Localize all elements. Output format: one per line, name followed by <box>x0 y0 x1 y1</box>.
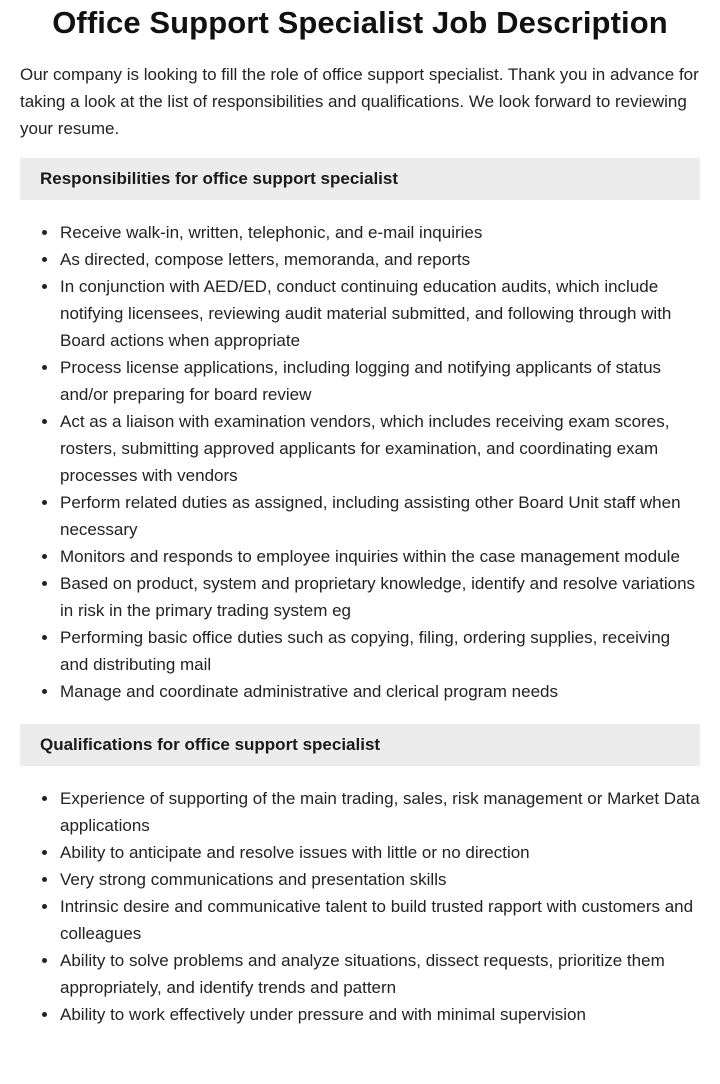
intro-paragraph: Our company is looking to fill the role of office support specialist. Thank you in advance for taking a look at the list of responsibilities and qualifications. We look forward to reviewing your resume. <box>20 65 699 138</box>
responsibilities-list <box>20 219 700 705</box>
list-item-text: Experience of supporting of the main trading, sales, risk management or Market Data applications <box>60 789 700 835</box>
bullet-icon <box>42 877 47 882</box>
bullet-icon <box>42 904 47 909</box>
page-title: Office Support Specialist Job Description <box>52 5 668 40</box>
bullet-icon <box>42 284 47 289</box>
list-item <box>20 273 700 354</box>
list-item-text: In conjunction with AED/ED, conduct continuing education audits, which include notifying licensees, reviewing audit material submitted, and following through with Board actions when appropriate <box>60 277 672 350</box>
bullet-icon <box>42 230 47 235</box>
bullet-icon <box>42 257 47 262</box>
list-item <box>20 947 700 1001</box>
list-item <box>20 785 700 839</box>
list-item-text: Perform related duties as assigned, including assisting other Board Unit staff when necessary <box>60 493 681 539</box>
list-item-text: Intrinsic desire and communicative talent to build trusted rapport with customers and colleagues <box>60 897 694 943</box>
list-item-text: Ability to solve problems and analyze situations, dissect requests, prioritize them appropriately, and identify trends and pattern <box>60 951 665 997</box>
list-item-text: Process license applications, including logging and notifying applicants of status and/or preparing for board review <box>60 358 662 404</box>
bullet-icon <box>42 850 47 855</box>
list-item-text: As directed, compose letters, memoranda, and reports <box>60 250 471 269</box>
bullet-icon <box>42 958 47 963</box>
list-item-text: Based on product, system and proprietary knowledge, identify and resolve variations in risk in the primary trading system eg <box>60 574 696 620</box>
bullet-icon <box>42 419 47 424</box>
list-item <box>20 678 700 705</box>
bullet-icon <box>42 365 47 370</box>
bullet-icon <box>42 1012 47 1017</box>
list-item <box>20 489 700 543</box>
list-item <box>20 219 700 246</box>
list-item-text: Act as a liaison with examination vendors, which includes receiving exam scores, rosters, submitting approved applicants for examination, and coordinating exam processes with vendors <box>60 412 670 485</box>
list-item <box>20 866 700 893</box>
list-item-text: Receive walk-in, written, telephonic, and e-mail inquiries <box>60 223 483 242</box>
list-item <box>20 1001 700 1028</box>
list-item <box>20 408 700 489</box>
list-item-text: Very strong communications and presentation skills <box>60 870 447 889</box>
list-item-text: Ability to anticipate and resolve issues with little or no direction <box>60 843 530 862</box>
bullet-icon <box>42 554 47 559</box>
bullet-icon <box>42 581 47 586</box>
list-item-text: Monitors and responds to employee inquiries within the case management module <box>60 547 680 566</box>
responsibilities-heading: Responsibilities for office support specialist <box>20 158 700 200</box>
bullet-icon <box>42 500 47 505</box>
list-item <box>20 246 700 273</box>
list-item <box>20 839 700 866</box>
qualifications-heading: Qualifications for office support specialist <box>20 724 700 766</box>
list-item-text: Performing basic office duties such as copying, filing, ordering supplies, receiving and distributing mail <box>60 628 671 674</box>
list-item <box>20 893 700 947</box>
list-item <box>20 624 700 678</box>
bullet-icon <box>42 796 47 801</box>
list-item-text: Ability to work effectively under pressure and with minimal supervision <box>60 1005 586 1024</box>
list-item <box>20 543 700 570</box>
qualifications-list <box>20 785 700 1028</box>
bullet-icon <box>42 689 47 694</box>
list-item <box>20 354 700 408</box>
bullet-icon <box>42 635 47 640</box>
list-item-text: Manage and coordinate administrative and clerical program needs <box>60 682 559 701</box>
list-item <box>20 570 700 624</box>
